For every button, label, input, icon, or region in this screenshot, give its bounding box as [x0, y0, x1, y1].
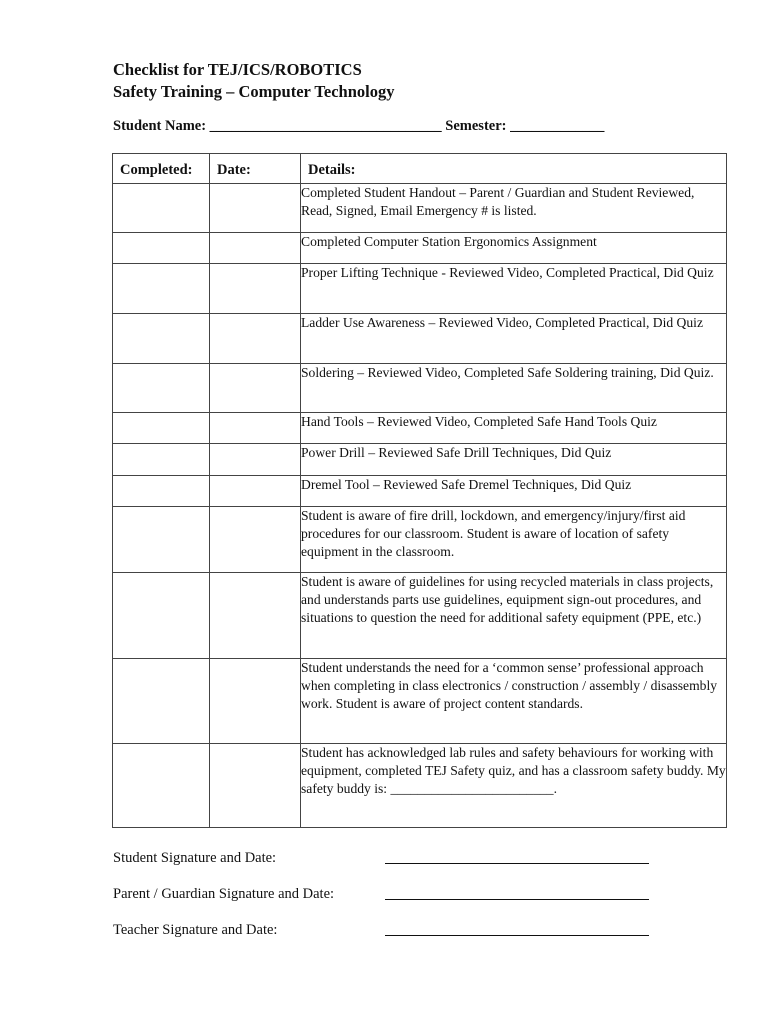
header-date: Date:: [210, 154, 301, 184]
student-name-blank[interactable]: ________________________________: [209, 118, 442, 134]
date-cell[interactable]: [210, 413, 301, 444]
completed-cell[interactable]: [113, 364, 210, 413]
safety-checklist-table: [112, 153, 727, 828]
teacher-signature-line[interactable]: [385, 935, 649, 936]
teacher-signature-label: Teacher Signature and Date:: [113, 922, 278, 938]
date-cell[interactable]: [210, 659, 301, 744]
table-row: [113, 413, 727, 444]
student-signature-label: Student Signature and Date:: [113, 850, 277, 866]
completed-cell[interactable]: [113, 314, 210, 364]
parent-signature-label: Parent / Guardian Signature and Date:: [113, 886, 335, 902]
details-cell: Dremel Tool – Reviewed Safe Dremel Techniques, Did Quiz: [301, 476, 727, 507]
table-row: [113, 659, 727, 744]
details-cell: Student is aware of guidelines for using recycled materials in class projects, and understands parts use guidelines, equipment sign-out procedures, and situations to question the need for additional safety equipment (PPE, etc.): [301, 573, 727, 659]
completed-cell[interactable]: [113, 507, 210, 573]
table-row: [113, 264, 727, 314]
document-title: [113, 59, 394, 103]
semester-label: Semester:: [445, 118, 507, 134]
table-row: [113, 476, 727, 507]
date-cell[interactable]: [210, 233, 301, 264]
table-row: [113, 507, 727, 573]
completed-cell[interactable]: [113, 573, 210, 659]
date-cell[interactable]: [210, 744, 301, 828]
table-header-row: [113, 154, 727, 184]
table-row: [113, 364, 727, 413]
completed-cell[interactable]: [113, 659, 210, 744]
details-cell: Ladder Use Awareness – Reviewed Video, Completed Practical, Did Quiz: [301, 314, 727, 364]
header-details: Details:: [301, 154, 727, 184]
details-cell: Hand Tools – Reviewed Video, Completed Safe Hand Tools Quiz: [301, 413, 727, 444]
table-row: [113, 314, 727, 364]
date-cell[interactable]: [210, 364, 301, 413]
completed-cell[interactable]: [113, 264, 210, 314]
student-signature-line[interactable]: [385, 863, 649, 864]
details-cell: Completed Computer Station Ergonomics Assignment: [301, 233, 727, 264]
details-cell: Proper Lifting Technique - Reviewed Video, Completed Practical, Did Quiz: [301, 264, 727, 314]
completed-cell[interactable]: [113, 184, 210, 233]
parent-signature-line[interactable]: [385, 899, 649, 900]
details-cell: Power Drill – Reviewed Safe Drill Techniques, Did Quiz: [301, 444, 727, 476]
semester-blank[interactable]: _____________: [510, 118, 605, 134]
student-info-line: [113, 117, 604, 135]
completed-cell[interactable]: [113, 476, 210, 507]
completed-cell[interactable]: [113, 233, 210, 264]
date-cell[interactable]: [210, 264, 301, 314]
date-cell[interactable]: [210, 184, 301, 233]
completed-cell[interactable]: [113, 444, 210, 476]
title-line-1: Checklist for TEJ/ICS/ROBOTICS: [113, 60, 362, 79]
details-cell: Soldering – Reviewed Video, Completed Safe Soldering training, Did Quiz.: [301, 364, 727, 413]
completed-cell[interactable]: [113, 744, 210, 828]
completed-cell[interactable]: [113, 413, 210, 444]
title-line-2: Safety Training – Computer Technology: [113, 82, 395, 101]
date-cell[interactable]: [210, 573, 301, 659]
details-cell: Student is aware of fire drill, lockdown, and emergency/injury/first aid procedures for our classroom. Student is aware of location of safety equipment in the classroom.: [301, 507, 727, 573]
table-row: [113, 744, 727, 828]
date-cell[interactable]: [210, 507, 301, 573]
details-cell: Student understands the need for a ‘common sense’ professional approach when completing in class electronics / construction / assembly / disassembly work. Student is aware of project content standards.: [301, 659, 727, 744]
table-row: [113, 184, 727, 233]
details-cell: Completed Student Handout – Parent / Guardian and Student Reviewed, Read, Signed, Email Emergency # is listed.: [301, 184, 727, 233]
table-row: [113, 444, 727, 476]
date-cell[interactable]: [210, 314, 301, 364]
student-name-label: Student Name:: [113, 118, 207, 134]
header-completed: Completed:: [113, 154, 210, 184]
date-cell[interactable]: [210, 476, 301, 507]
details-cell: Student has acknowledged lab rules and safety behaviours for working with equipment, completed TEJ Safety quiz, and has a classroom safety buddy. My safety buddy is: ________________________.: [301, 744, 727, 828]
table-row: [113, 233, 727, 264]
date-cell[interactable]: [210, 444, 301, 476]
table-row: [113, 573, 727, 659]
